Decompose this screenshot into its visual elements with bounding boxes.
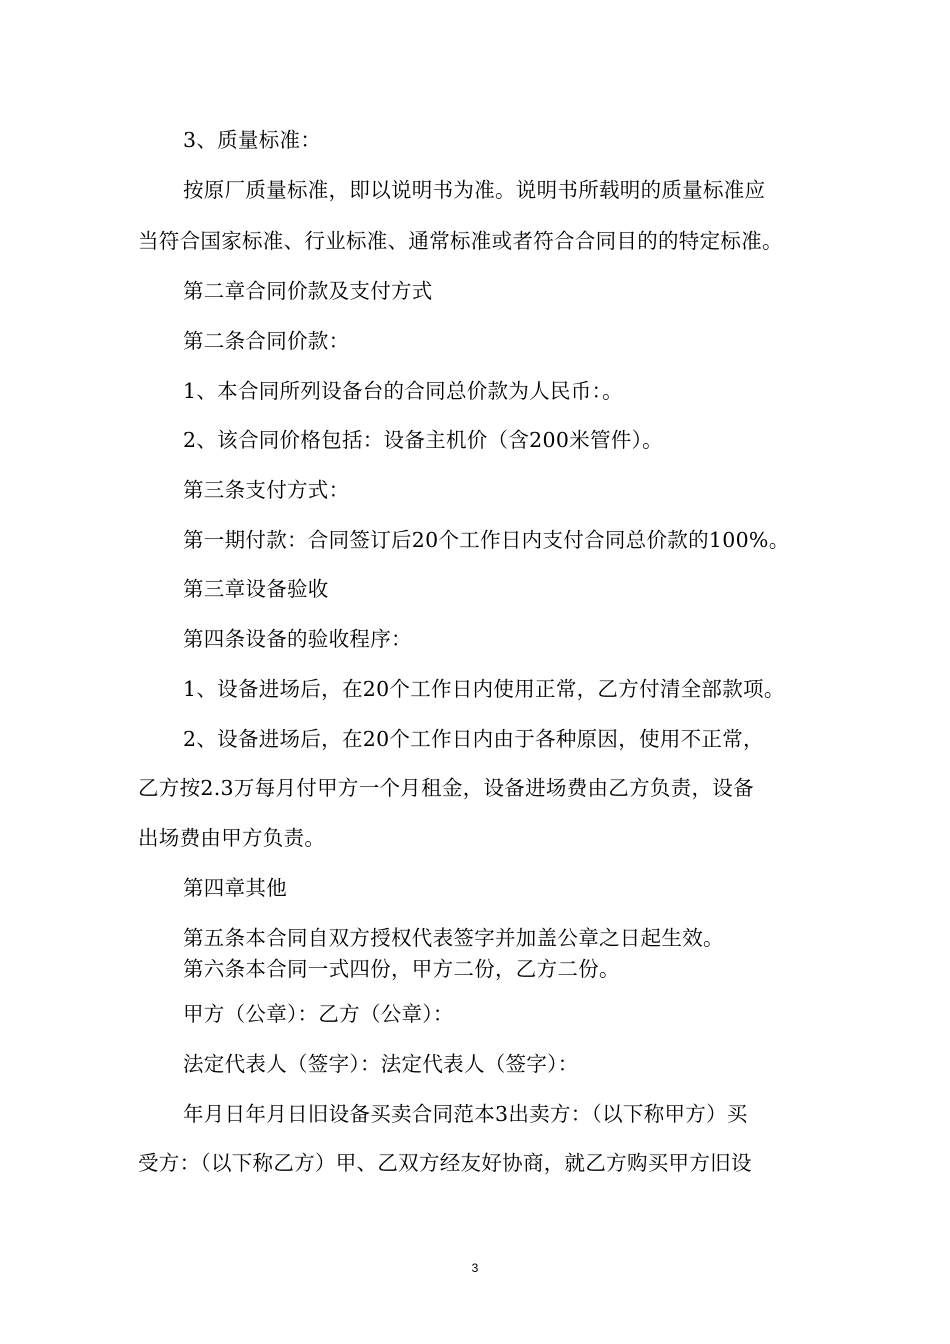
representative-signature-line: 法定代表人（签字）：法定代表人（签字）：	[183, 1052, 579, 1076]
chapter-4-heading: 第四章其他	[183, 876, 287, 900]
article-4-item-2-line-3: 出场费由甲方负责。	[138, 826, 326, 850]
page-number: 3	[471, 1261, 479, 1275]
article-4-item-1: 1、设备进场后，在20个工作日内使用正常，乙方付清全部款项。	[183, 677, 785, 701]
article-4-heading: 第四条设备的验收程序：	[183, 627, 412, 651]
article-3-heading: 第三条支付方式：	[183, 478, 350, 502]
article-4-item-2-line-2: 乙方按2.3万每月付甲方一个月租金，设备进场费由乙方负责，设备	[138, 776, 754, 800]
clause-quality-standard-heading: 3、质量标准：	[183, 128, 322, 152]
article-4-item-2-line-1: 2、设备进场后，在20个工作日内由于各种原因，使用不正常，	[183, 727, 764, 751]
party-seal-line: 甲方（公章）：乙方（公章）：	[183, 1002, 454, 1026]
date-and-next-contract-line-1: 年月日年月日旧设备买卖合同范本3出卖方：（以下称甲方）买	[183, 1102, 748, 1126]
article-2-item-1: 1、本合同所列设备台的合同总价款为人民币：。	[183, 379, 623, 403]
article-3-payment: 第一期付款：合同签订后20个工作日内支付合同总价款的100%。	[183, 528, 790, 552]
chapter-3-heading: 第三章设备验收	[183, 577, 329, 601]
article-2-item-2: 2、该合同价格包括：设备主机价（含200米管件）。	[183, 428, 663, 452]
chapter-2-heading: 第二章合同价款及支付方式	[183, 279, 433, 303]
article-5: 第五条本合同自双方授权代表签字并加盖公章之日起生效。	[183, 926, 724, 950]
article-2-heading: 第二条合同价款：	[183, 329, 350, 353]
paragraph-quality-line-1: 按原厂质量标准，即以说明书为准。说明书所载明的质量标准应	[183, 178, 766, 202]
article-6: 第六条本合同一式四份，甲方二份，乙方二份。	[183, 957, 620, 981]
next-contract-line-2: 受方：（以下称乙方）甲、乙双方经友好协商，就乙方购买甲方旧设	[138, 1151, 752, 1175]
paragraph-quality-line-2: 当符合国家标准、行业标准、通常标准或者符合合同目的的特定标准。	[138, 229, 783, 253]
